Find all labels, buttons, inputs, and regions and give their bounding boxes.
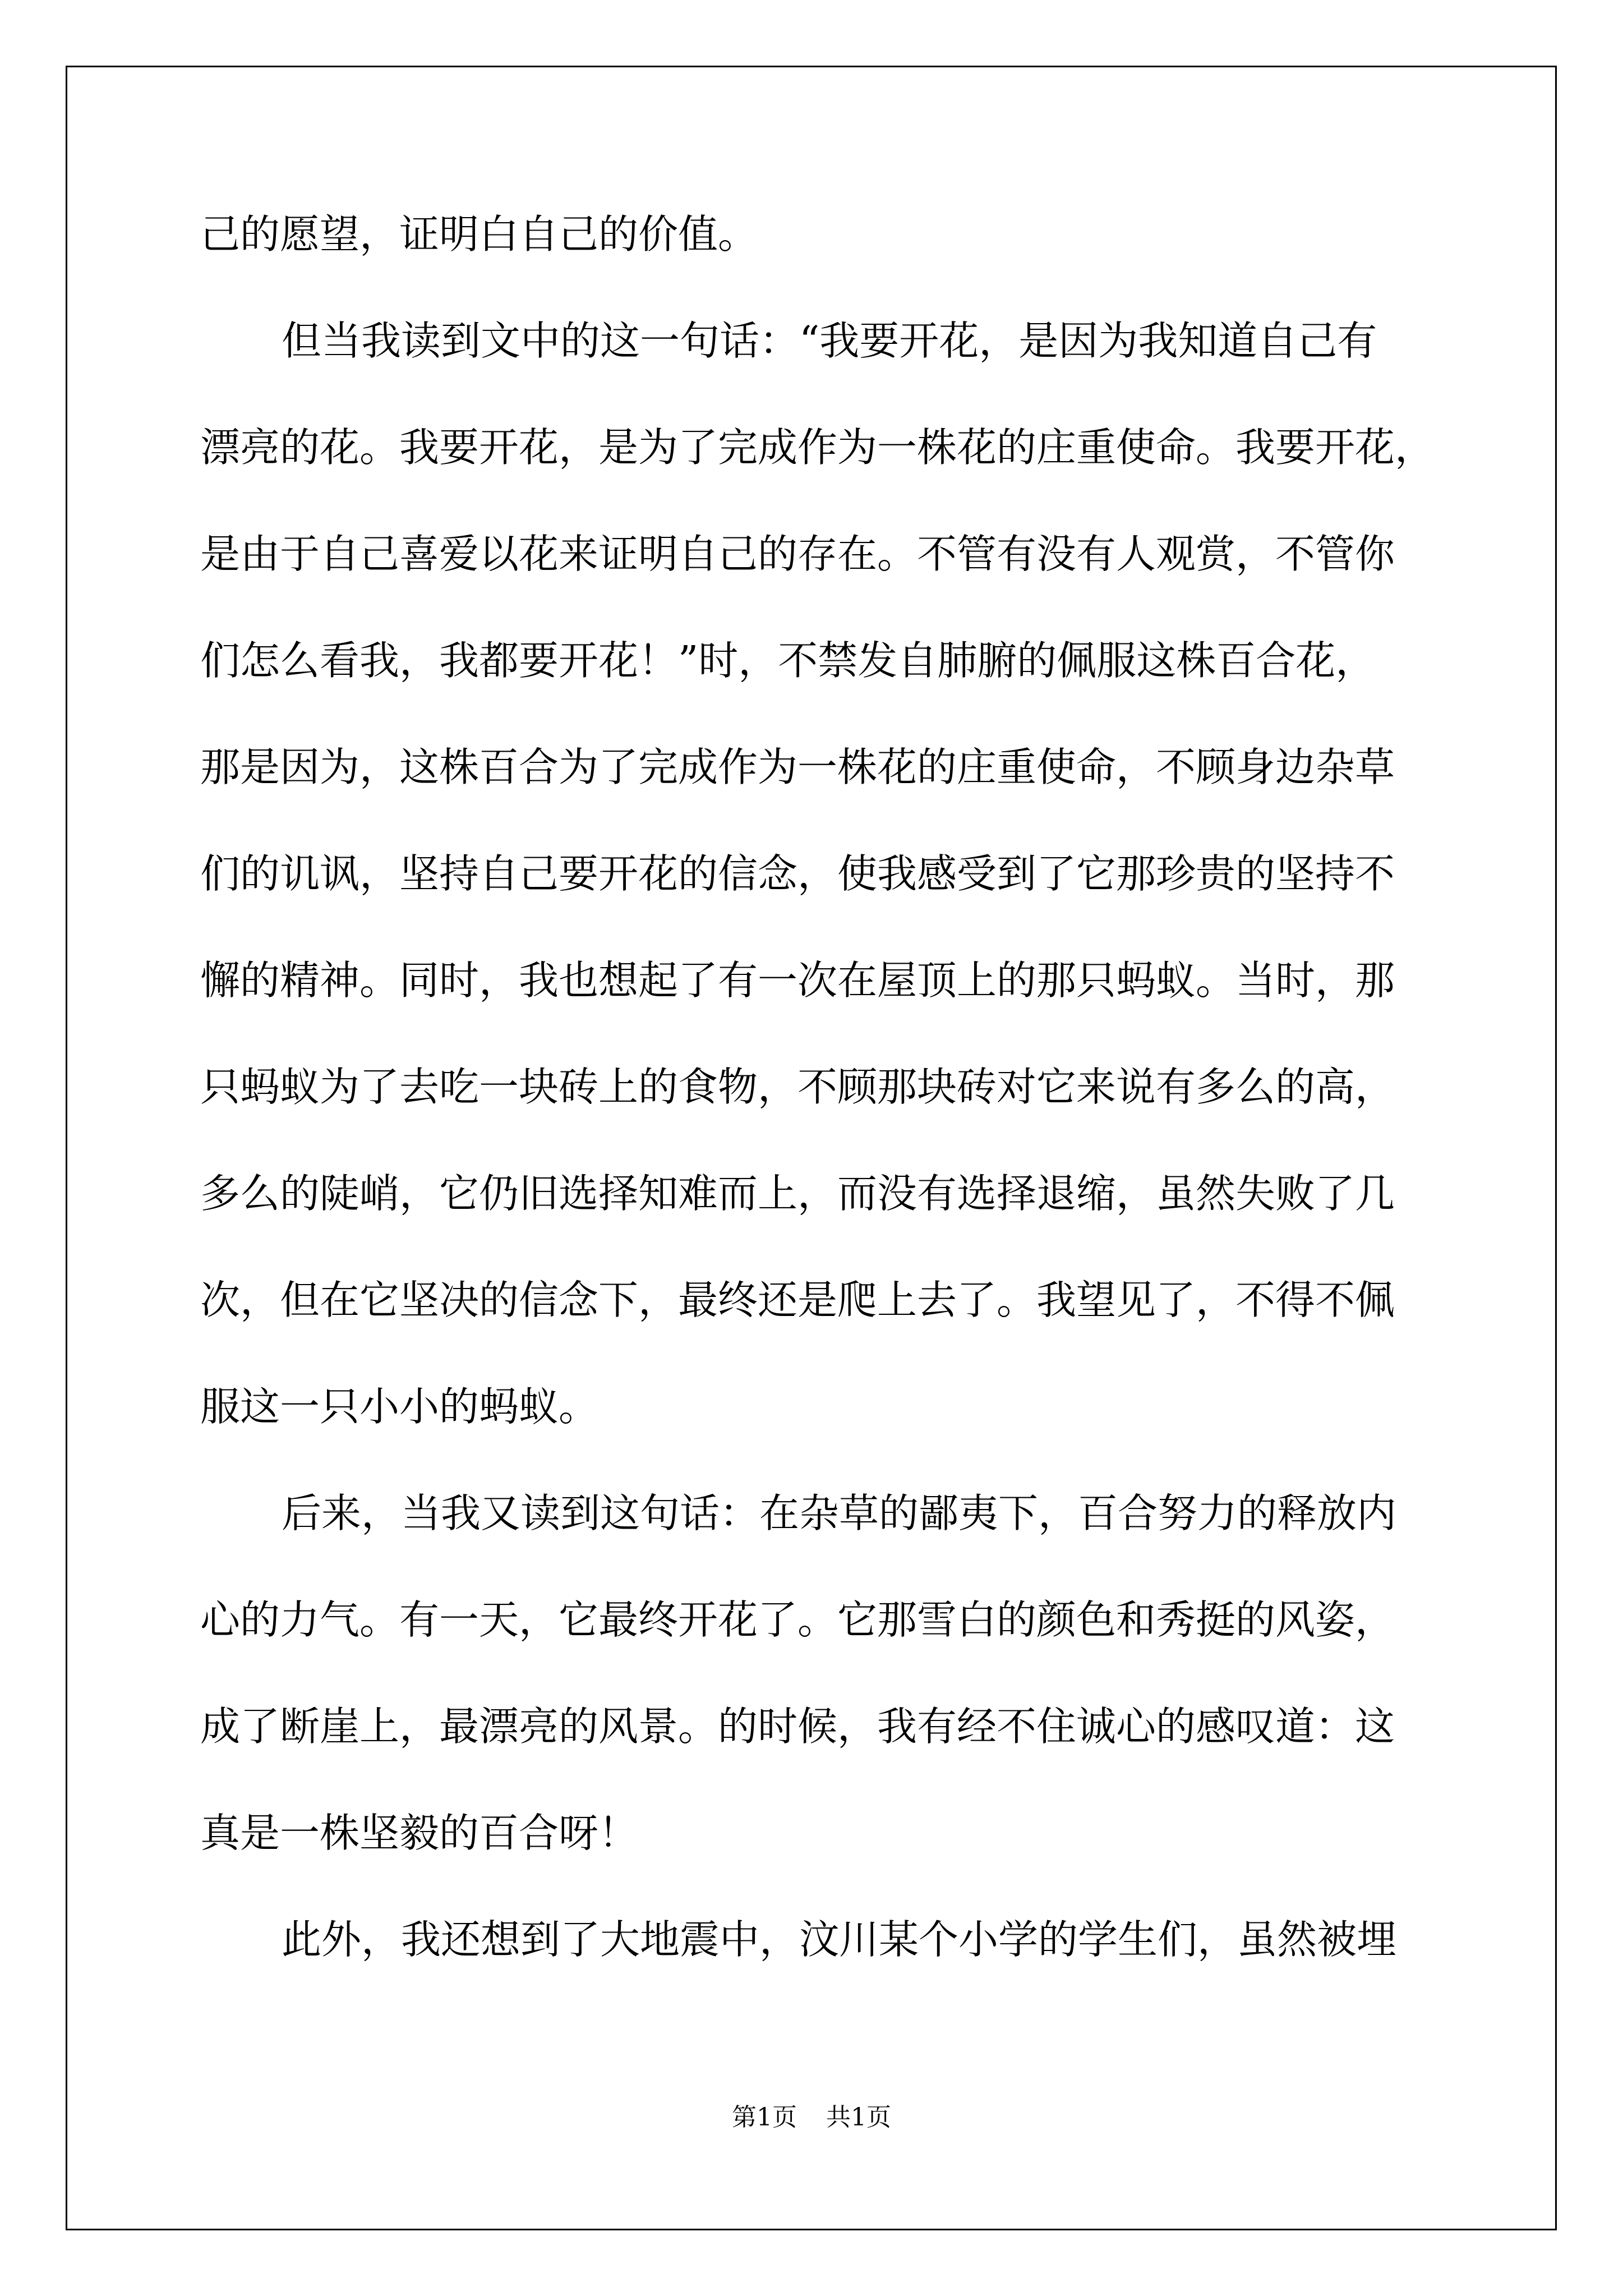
text-line: 己的愿望，证明白自己的价值。: [200, 211, 758, 257]
text-line: 但当我读到文中的这一句话：“我要开花，是因为我知道自己有: [282, 318, 1377, 364]
page-total: 共1页: [826, 2103, 891, 2132]
text-line: 服这一只小小的蚂蚁。: [200, 1383, 599, 1430]
text-line: 是由于自己喜爱以花来证明自己的存在。不管有没有人观赏，不管你: [200, 531, 1395, 577]
page-footer: [0, 2101, 1623, 2134]
text-line: 心的力气。有一天，它最终开花了。它那雪白的颜色和秀挺的风姿，: [200, 1596, 1395, 1643]
text-line: 懈的精神。同时，我也想起了有一次在屋顶上的那只蚂蚁。当时，那: [200, 957, 1395, 1004]
text-line: 漂亮的花。我要开花，是为了完成作为一株花的庄重使命。我要开花，: [200, 424, 1435, 471]
text-line: 真是一株坚毅的百合呀！: [200, 1810, 639, 1856]
text-line: 次，但在它坚决的信念下，最终还是爬上去了。我望见了，不得不佩: [200, 1277, 1395, 1323]
text-line: 们怎么看我，我都要开花！”时，不禁发自肺腑的佩服这株百合花，: [200, 637, 1376, 684]
page-number: 第1页: [732, 2103, 797, 2132]
text-line: 只蚂蚁为了去吃一块砖上的食物，不顾那块砖对它来说有多么的高，: [200, 1064, 1395, 1110]
text-line: 后来，当我又读到这句话：在杂草的鄙夷下，百合努力的释放内: [282, 1490, 1397, 1536]
text-line: 多么的陡峭，它仍旧选择知难而上，而没有选择退缩，虽然失败了几: [200, 1170, 1395, 1217]
text-line: 此外，我还想到了大地震中，汶川某个小学的学生们，虽然被埋: [282, 1916, 1397, 1963]
text-line: 们的讥讽，坚持自己要开花的信念，使我感受到了它那珍贵的坚持不: [200, 850, 1395, 897]
document-body: [200, 204, 1434, 2016]
text-line: 那是因为，这株百合为了完成作为一株花的庄重使命，不顾身边杂草: [200, 744, 1395, 790]
text-line: 成了断崖上，最漂亮的风景。的时候，我有经不住诚心的感叹道：这: [200, 1703, 1395, 1750]
